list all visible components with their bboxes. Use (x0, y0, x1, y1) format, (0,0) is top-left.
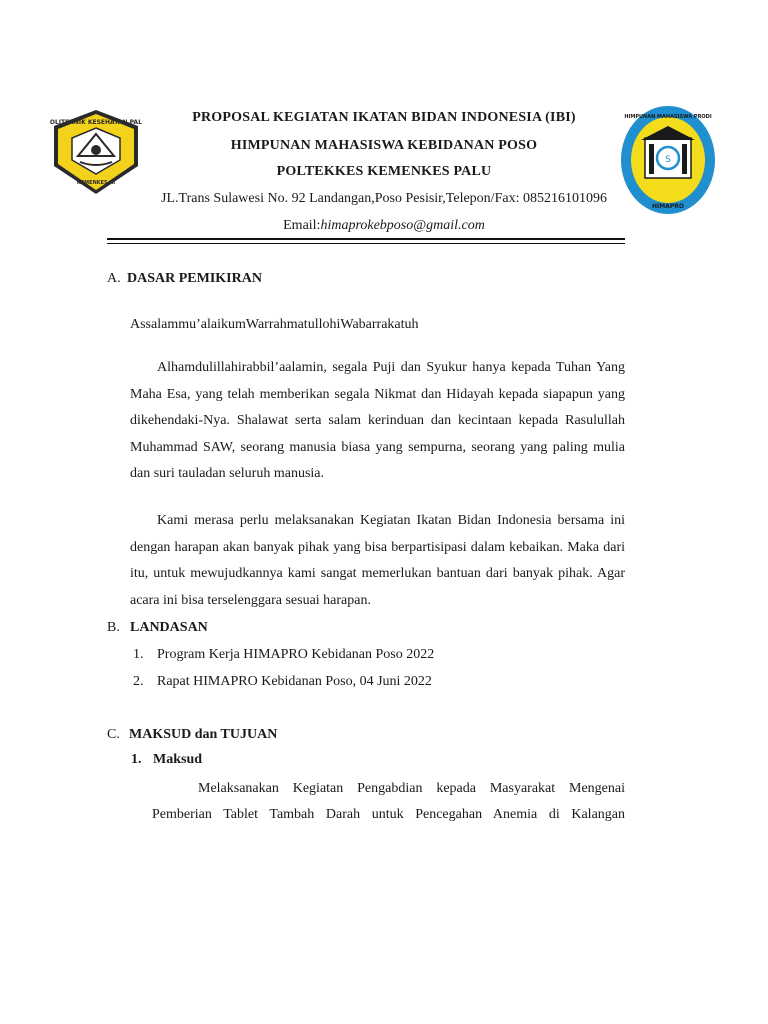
header-rule-thick (107, 238, 625, 240)
header-title-line-1: PROPOSAL KEGIATAN IKATAN BIDAN INDONESIA (IBI) (192, 110, 576, 125)
header-rule-thin (107, 243, 625, 244)
subsection-title: Maksud (153, 752, 203, 767)
right-logo-text: HIMPUNAN MAHASISWA PRODI (624, 114, 712, 120)
header-address: JL.Trans Sulawesi No. 92 Landangan,Poso Pesisir,Telepon/Fax: 085216101096 (161, 191, 607, 206)
greeting: Assalammu’alaikumWarrahmatullohiWabarrakatuh (130, 317, 419, 332)
left-logo-text: POLITEKNIK KESEHATAN PALU (50, 119, 142, 126)
email-label: Email: (283, 218, 321, 233)
subsection-number: 1. (131, 752, 142, 767)
section-c-title: MAKSUD dan TUJUAN (129, 727, 278, 742)
header-title-line-2: HIMPUNAN MAHASISWA KEBIDANAN POSO (230, 138, 538, 153)
section-b-letter: B. (107, 620, 120, 635)
left-logo-sub: KEMENKES RI (76, 180, 116, 186)
maksud-line-2: Pemberian Tablet Tambah Darah untuk Pencegahan Anemia di Kalangan (152, 807, 625, 822)
email-link[interactable]: himaprokebposo@gmail.com (320, 218, 485, 233)
section-c-letter: C. (107, 727, 120, 742)
header-title-line-3: POLTEKKES KEMENKES PALU (276, 164, 492, 179)
section-b-title: LANDASAN (130, 620, 208, 635)
header-email-line (0, 218, 768, 234)
svg-text:S: S (665, 155, 671, 165)
section-a-title: DASAR PEMIKIRAN (127, 271, 262, 286)
list-item-2-number: 2. (133, 674, 144, 689)
section-a-letter: A. (107, 271, 121, 286)
list-item-2-text: Rapat HIMAPRO Kebidanan Poso, 04 Juni 2022 (157, 674, 432, 689)
right-logo-sub: HIMAPRO (652, 203, 684, 210)
maksud-line-1: Melaksanakan Kegiatan Pengabdian kepada Masyarakat Mengenai (198, 781, 625, 796)
list-item-1-text: Program Kerja HIMAPRO Kebidanan Poso 2022 (157, 647, 435, 662)
list-item-1-number: 1. (133, 647, 144, 662)
paragraph-2: Kami merasa perlu melaksanakan Kegiatan Ikatan Bidan Indonesia bersama ini dengan harapan akan banyak pihak yang bisa berpartisipasi dalam kebaikan. Maka dari itu, untuk mewujudkannya kami sangat memerlukan bantuan dari banyak pihak. Agar acara ini bisa terselenggara sesuai harapan. (130, 513, 625, 608)
paragraph-1: Alhamdulillahirabbil’aalamin, segala Puji dan Syukur hanya kepada Tuhan Yang Maha Esa, yang telah memberikan segala Nikmat dan Hidayah kepada siapapun yang dikehendaki-Nya. Shalawat serta salam kerinduan dan kecintaan kepada Rasulullah Muhammad SAW, seorang manusia biasa yang sempurna, seorang yang paling mulia dan suri tauladan seluruh manusia. (130, 360, 625, 481)
